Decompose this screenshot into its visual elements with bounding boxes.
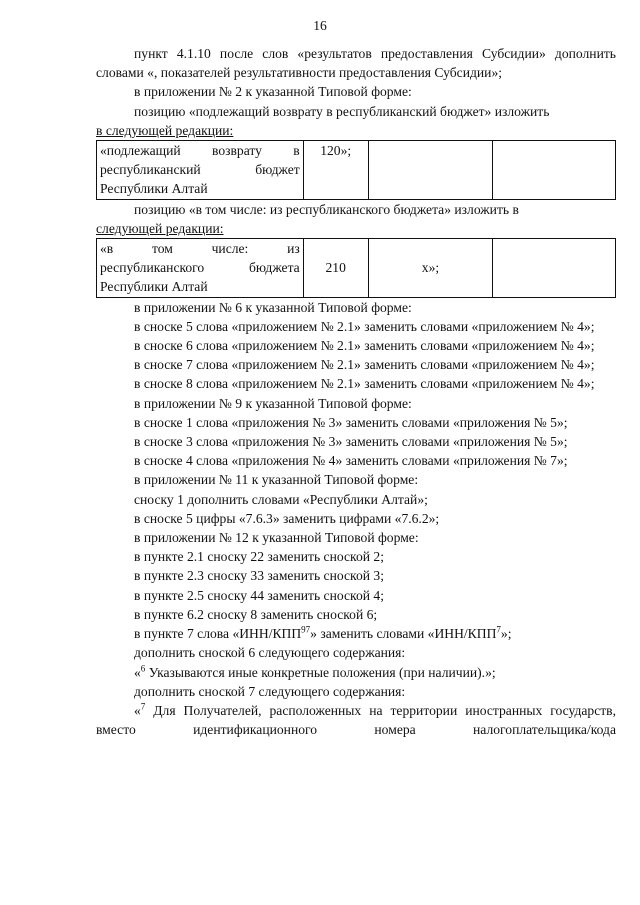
- table-cell: «подлежащий возврату в республиканский бюджет Республики Алтай: [97, 141, 304, 200]
- paragraph: дополнить сноской 6 следующего содержания:: [134, 645, 406, 661]
- list-item: в пункте 2.3 сноску 33 заменить сноской 3;: [134, 568, 384, 584]
- text-run: «: [134, 664, 141, 680]
- text-run: Указываются иные конкретные положения (при наличии).»;: [145, 664, 496, 680]
- table-cell: [493, 141, 616, 200]
- text-run: в пункте 7 слова «ИНН/КПП: [134, 626, 302, 642]
- paragraph: [96, 624, 616, 643]
- table-row: [97, 141, 616, 200]
- text-run: «: [134, 702, 141, 718]
- paragraph: позицию «подлежащий возврату в республиканский бюджет» изложить: [134, 103, 550, 119]
- table-cell: 210: [303, 239, 368, 298]
- paragraph: [96, 663, 616, 682]
- document-body: [96, 44, 616, 739]
- list-item: в сноске 1 слова «приложения № 3» заменить словами «приложения № 5»;: [134, 414, 568, 430]
- superscript: 7: [496, 624, 501, 635]
- list-item: в сноске 3 слова «приложения № 3» заменить словами «приложения № 5»;: [134, 434, 568, 450]
- list-item: в сноске 4 слова «приложения № 4» заменить словами «приложения № 7»;: [134, 453, 568, 469]
- table-cell: 120»;: [303, 141, 368, 200]
- page-number: 16: [313, 18, 327, 33]
- inserted-table-2: [96, 238, 616, 298]
- list-item: в пункте 6.2 сноску 8 заменить сноской 6;: [134, 606, 378, 622]
- paragraph: в приложении № 2 к указанной Типовой форме:: [134, 84, 412, 100]
- table-cell: «в том числе: из республиканского бюджета Республики Алтай: [97, 239, 304, 298]
- superscript: 7: [140, 701, 146, 712]
- text-run: »;: [500, 626, 512, 642]
- paragraph: дополнить сноской 7 следующего содержания:: [134, 683, 406, 699]
- list-item: в сноске 5 цифры «7.6.3» заменить цифрами «7.6.2»;: [134, 510, 440, 526]
- list-item: в приложении № 11 к указанной Типовой форме:: [134, 472, 419, 488]
- list-item: в сноске 6 слова «приложением № 2.1» заменить словами «приложением № 4»;: [134, 338, 595, 354]
- paragraph: в следующей редакции:: [96, 122, 234, 138]
- paragraph: [96, 701, 616, 739]
- list-item: сноску 1 дополнить словами «Республики Алтай»;: [134, 491, 428, 507]
- table-row: [97, 239, 616, 298]
- list-item: в приложении № 9 к указанной Типовой форме:: [134, 395, 412, 411]
- text-run: Для Получателей, расположенных на территории иностранных государств, вместо идентификационного номера налогоплательщика/кода: [96, 702, 616, 738]
- superscript: 97: [301, 624, 311, 635]
- list-item: в приложении № 6 к указанной Типовой форме:: [134, 299, 412, 315]
- paragraph: позицию «в том числе: из республиканского бюджета» изложить в: [134, 201, 519, 217]
- table-cell: х»;: [368, 239, 493, 298]
- text-run: » заменить словами «ИНН/КПП: [310, 626, 497, 642]
- superscript: 6: [140, 662, 146, 673]
- list-item: в приложении № 12 к указанной Типовой форме:: [134, 530, 419, 546]
- list-item: в пункте 2.5 сноску 44 заменить сноской 4;: [134, 587, 384, 603]
- table-cell: [368, 141, 493, 200]
- paragraph: пункт 4.1.10 после слов «результатов предоставления Субсидии» дополнить словами «, показателей результативности предоставления Субсидии»;: [96, 46, 616, 81]
- list-item: в сноске 5 слова «приложением № 2.1» заменить словами «приложением № 4»;: [134, 318, 595, 334]
- amendments-list: [96, 298, 616, 624]
- list-item: в пункте 2.1 сноску 22 заменить сноской 2;: [134, 549, 384, 565]
- list-item: в сноске 7 слова «приложением № 2.1» заменить словами «приложением № 4»;: [134, 357, 595, 373]
- table-cell: [493, 239, 616, 298]
- list-item: в сноске 8 слова «приложением № 2.1» заменить словами «приложением № 4»;: [134, 376, 595, 392]
- inserted-table-1: [96, 140, 616, 200]
- paragraph: следующей редакции:: [96, 220, 224, 236]
